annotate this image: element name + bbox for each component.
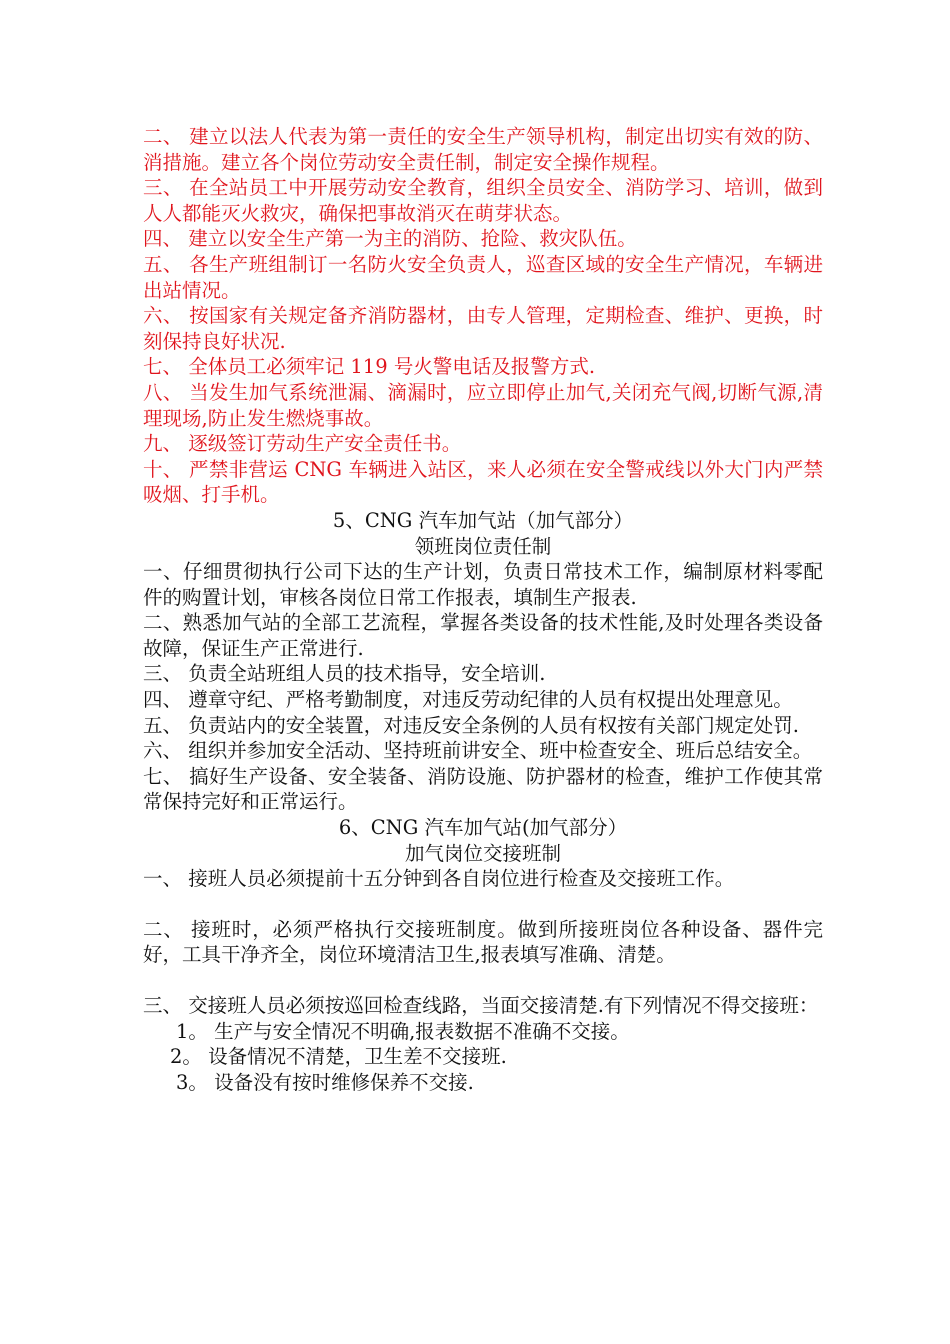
section5-item-5: 五、 负责站内的安全装置，对违反安全条例的人员有权按有关部门规定处罚. — [143, 713, 799, 737]
section6-subitem-1: 1。 生产与安全情况不明确,报表数据不准确不交接。 — [176, 1019, 630, 1043]
section5-item-1: 一、仔细贯彻执行公司下达的生产计划，负责日常技术工作，编制原材料零配件的购置计划，审核各岗位日常工作报表，填制生产报表. — [143, 560, 823, 609]
section5-item-3: 三、 负责全站班组人员的技术指导，安全培训. — [143, 662, 546, 686]
red-item-4: 四、 建立以安全生产第一为主的消防、抢险、救灾队伍。 — [143, 227, 637, 251]
red-item-6: 六、 按国家有关规定备齐消防器材，由专人管理，定期检查、维护、更换，时刻保持良好状况. — [143, 304, 823, 353]
section6-subitem-3: 3。 设备没有按时维修保养不交接. — [176, 1070, 474, 1094]
red-item-3: 三、 在全站员工中开展劳动安全教育，组织全员安全、消防学习、培训，做到人人都能灭火救灾，确保把事故消灭在萌芽状态。 — [143, 176, 823, 225]
red-item-9: 九、 逐级签订劳动生产安全责任书。 — [143, 432, 462, 456]
section6-title: 6、CNG 汽车加气站(加气部分） — [338, 816, 628, 840]
section5-subtitle: 领班岗位责任制 — [414, 534, 552, 558]
blank-line — [143, 968, 823, 993]
section6-item-2: 二、 接班时，必须严格执行交接班制度。做到所接班岗位各种设备、器件完好，工具干净齐全，岗位环境清洁卫生,报表填写准确、清楚。 — [143, 917, 823, 967]
document-page — [143, 124, 823, 1095]
section5-title: 5、CNG 汽车加气站（加气部分） — [332, 508, 634, 532]
section5-item-4: 四、 遵章守纪、严格考勤制度，对违反劳动纪律的人员有权提出处理意见。 — [143, 688, 793, 712]
section5-item-7: 七、 搞好生产设备、安全装备、消防设施、防护器材的检查，维护工作使其常常保持完好和正常运行。 — [143, 764, 823, 814]
red-item-10: 十、 严禁非营运 CNG 车辆进入站区，来人必须在安全警戒线以外大门内严禁吸烟、打手机。 — [143, 457, 823, 507]
red-item-5: 五、 各生产班组制订一名防火安全负责人，巡查区域的安全生产情况，车辆进出站情况。 — [143, 252, 823, 302]
section6-item-1: 一、 接班人员必须提前十五分钟到各自岗位进行检查及交接班工作。 — [143, 867, 735, 891]
section6-item-3: 三、 交接班人员必须按巡回检查线路，当面交接清楚.有下列情况不得交接班： — [143, 994, 819, 1017]
red-item-8: 八、 当发生加气系统泄漏、滴漏时，应立即停止加气,关闭充气阀,切断气源,清理现场,防止发生燃烧事故。 — [143, 380, 823, 430]
section6-subtitle: 加气岗位交接班制 — [404, 841, 561, 865]
section6-subitem-2: 2。 设备情况不清楚，卫生差不交接班. — [170, 1045, 507, 1069]
blank-line — [143, 892, 823, 917]
red-item-7: 七、 全体员工必须牢记 119 号火警电话及报警方式. — [143, 355, 596, 379]
section5-item-6: 六、 组织并参加安全活动、坚持班前讲安全、班中检查安全、班后总结安全。 — [143, 739, 813, 763]
section5-item-2: 二、熟悉加气站的全部工艺流程，掌握各类设备的技术性能,及时处理各类设备故障，保证生产正常进行. — [143, 611, 823, 660]
red-item-2: 二、 建立以法人代表为第一责任的安全生产领导机构，制定出切实有效的防、消措施。建立各个岗位劳动安全责任制，制定安全操作规程。 — [143, 125, 823, 174]
